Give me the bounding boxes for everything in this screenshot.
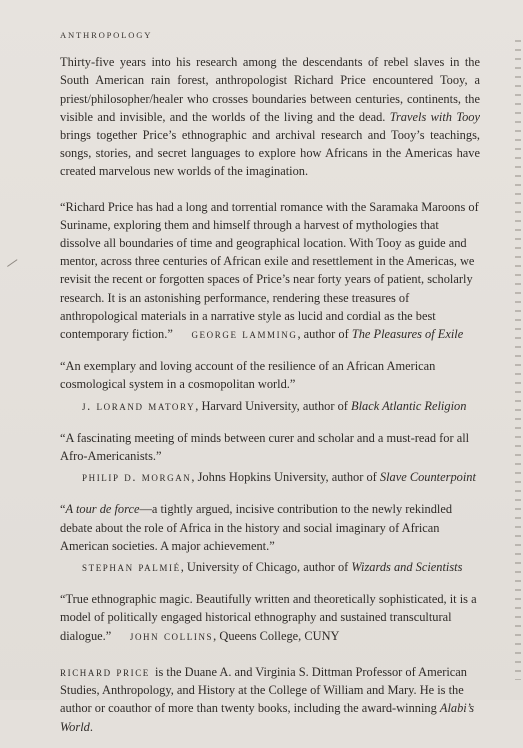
endorser-name: stephan palmié	[82, 560, 181, 575]
author-work: Alabi’s World	[60, 701, 475, 734]
endorser-affiliation: , Johns Hopkins University, author of	[191, 470, 380, 485]
endorsement-matory	[60, 357, 480, 415]
author-bio	[60, 663, 480, 736]
endorser-affiliation: , Harvard University, author of	[195, 398, 352, 413]
subject-category: ANTHROPOLOGY	[60, 30, 153, 40]
endorser-affiliation: , Queens College, CUNY	[213, 628, 340, 643]
endorsement-text: “True ethnographic magic. Beautifully written and theoretically sophisticated, it is a model of politically engaged historical ethnography and sustained transcultural dialogue.”	[60, 592, 477, 643]
endorsement-text-body: —a tightly argued, incisive contribution to the newly rekindled debate about the role of Africa in the history and social imaginary of African American societies. A major achievement.”	[60, 502, 453, 553]
bio-end: .	[89, 719, 93, 734]
endorser-affiliation: , author of	[297, 327, 352, 342]
paper-mark	[7, 259, 21, 272]
perforation-edge	[515, 40, 521, 680]
endorsement-morgan	[60, 429, 480, 487]
endorsement-attribution	[82, 397, 480, 415]
endorsement-palmie	[60, 500, 480, 576]
endorser-work: Black Atlantic Religion	[351, 398, 467, 413]
endorsement-attribution	[130, 629, 340, 643]
endorsement-text: “An exemplary and loving account of the resilience of an African American cosmological system in a cosmopolitan world.”	[60, 359, 436, 392]
endorsement-attribution	[82, 468, 480, 486]
cover-text	[60, 26, 480, 748]
endorsement-collins	[60, 590, 480, 645]
endorser-work: The Pleasures of Exile	[351, 327, 464, 342]
endorser-name: philip d. morgan	[82, 470, 192, 485]
endorsement-text: “A tour de force—a tightly argued, incisive contribution to the newly rekindled debate about the role of Africa in the history and social imaginary of African American societies. A major achievement.”	[60, 502, 453, 553]
book-description	[60, 53, 480, 180]
description-text-cont: brings together Price’s ethnographic and archival research and Tooy’s teachings, songs, stories, and secret languages to explore how Africans in the Americas have created marvelous new worlds of the imagination.	[60, 128, 480, 179]
endorsement-text: “A fascinating meeting of minds between curer and scholar and a must-read for all Afro-Americanists.”	[60, 430, 470, 464]
description-text: Thirty-five years into his research among the descendants of rebel slaves in the South American rain forest, anthropologist Richard Price encountered Tooy, a priest/philosopher/healer who crosses boundaries between centuries, continents, the visible and invisible, and the worlds of the living and the dead.	[60, 55, 480, 124]
endorsement-lamming	[60, 198, 480, 344]
book-title: Travels with Tooy	[389, 109, 480, 124]
endorsement-attribution	[82, 558, 480, 576]
endorser-affiliation: , University of Chicago, author of	[180, 560, 352, 575]
endorser-name: j. lorand matory	[82, 398, 196, 413]
bio-text: is the Duane A. and Virginia S. Dittman Professor of American Studies, Anthropology, and History at the College of William and Mary. He is the author or coauthor of more than twenty books, including the award-winning	[60, 664, 467, 716]
endorsement-italic-phrase: A tour de force	[65, 502, 140, 517]
endorser-work: Slave Counterpoint	[379, 470, 476, 485]
endorsement-attribution	[191, 327, 463, 341]
endorser-work: Wizards and Scientists	[351, 560, 463, 575]
endorser-name: john collins	[129, 628, 214, 643]
author-name: richard price	[60, 664, 150, 679]
endorsement-text: “Richard Price has had a long and torrential romance with the Saramaka Maroons of Suriname, exploring them and himself through a harvest of mythologies that dissolve all boundaries of time and geographical location. With Tooy as guide and mentor, across three centuries of African exile and resettlement in the Americas, we revisit the recent or forgotten spaces of Price’s near forty years of patient, scholarly research. It is an astonishing performance, rendering these treasures of anthropological materials in a narrative style as lucid and cordial as the best contemporary fiction.”	[60, 199, 479, 342]
endorser-name: george lamming	[191, 327, 298, 342]
